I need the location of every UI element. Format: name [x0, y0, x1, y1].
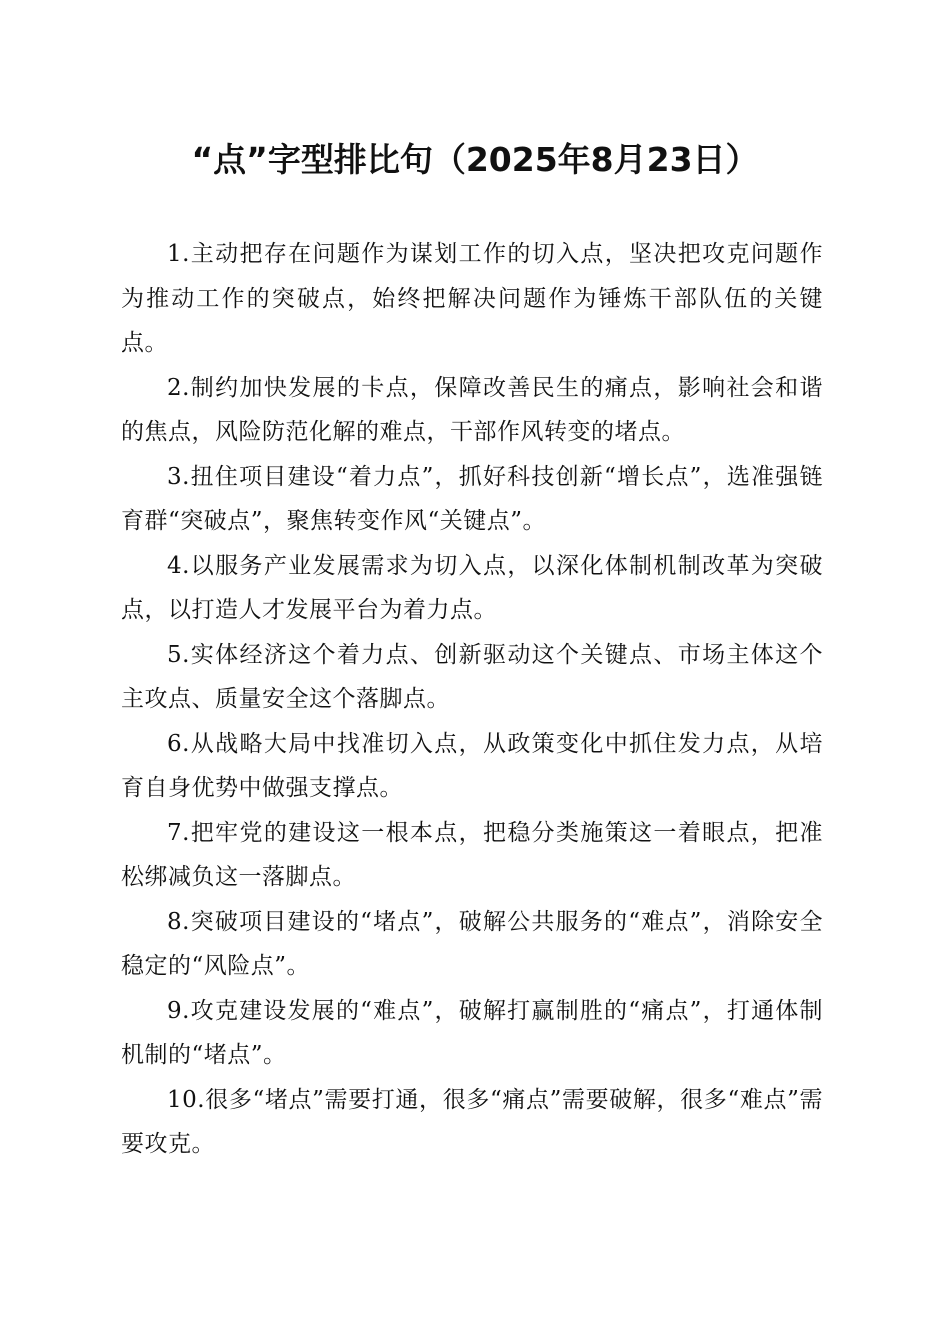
paragraph-2: 2.制约加快发展的卡点，保障改善民生的痛点，影响社会和谐的焦点，风险防范化解的难点，干部作风转变的堵点。 [121, 374, 823, 445]
document-body [121, 232, 823, 1167]
paragraph-1: 1.主动把存在问题作为谋划工作的切入点，坚决把攻克问题作为推动工作的突破点，始终把解决问题作为锤炼干部队伍的关键点。 [121, 241, 823, 356]
document-title: “点”字型排比句（2025年8月23日） [191, 140, 759, 179]
paragraph-7: 7.把牢党的建设这一根本点，把稳分类施策这一着眼点，把准松绑减负这一落脚点。 [121, 819, 823, 890]
paragraph-5: 5.实体经济这个着力点、创新驱动这个关键点、市场主体这个主攻点、质量安全这个落脚点。 [121, 641, 823, 712]
paragraph-4: 4.以服务产业发展需求为切入点，以深化体制机制改革为突破点，以打造人才发展平台为着力点。 [121, 552, 823, 623]
paragraph-6: 6.从战略大局中找准切入点，从政策变化中抓住发力点，从培育自身优势中做强支撑点。 [121, 730, 823, 801]
paragraph-9: 9.攻克建设发展的“难点”，破解打赢制胜的“痛点”，打通体制机制的“堵点”。 [121, 997, 823, 1068]
paragraph-8: 8.突破项目建设的“堵点”，破解公共服务的“难点”，消除安全稳定的“风险点”。 [121, 908, 823, 979]
paragraph-3: 3.扭住项目建设“着力点”，抓好科技创新“增长点”，选准强链育群“突破点”，聚焦转变作风“关键点”。 [121, 463, 823, 534]
paragraph-10: 10.很多“堵点”需要打通，很多“痛点”需要破解，很多“难点”需要攻克。 [121, 1086, 823, 1157]
